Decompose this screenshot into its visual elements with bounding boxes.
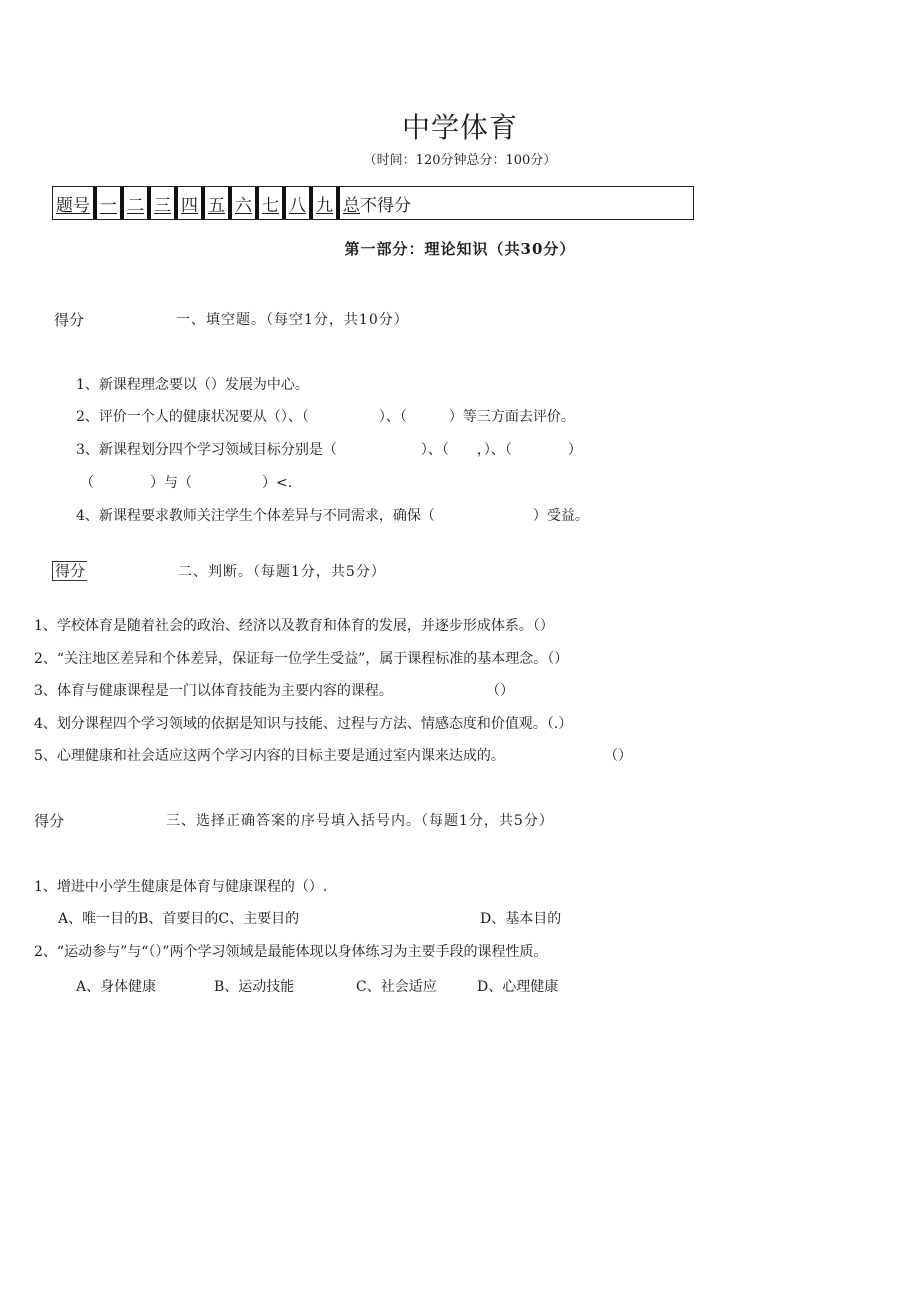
choice-option: B、运动技能 [214, 979, 295, 995]
section2-question: 3、体育与健康课程是一门以体育技能为主要内容的课程。 [34, 683, 393, 699]
choice-option: C、社会适应 [356, 979, 437, 995]
section1-question: 1、新课程理念要以（）发展为中心。 [76, 377, 309, 393]
page-title: 中学体育 [401, 111, 518, 144]
choice-option: D、心理健康 [477, 979, 559, 995]
score-table-col: 六 [228, 187, 255, 219]
section3-question: 1、增进中小学生健康是体育与健康课程的（）. [34, 879, 328, 895]
answer-blank: （） [604, 748, 632, 764]
section2-score-label: 得分 [52, 560, 87, 581]
choice-option: D、基本目的 [480, 911, 562, 927]
section1-question: （ ）与（ ）<. [80, 475, 293, 491]
score-table-total: 总 不得分 [336, 187, 414, 219]
exam-info: （时间：120分钟总分：100分） [363, 153, 557, 168]
section1-question: 4、新课程要求教师关注学生个体差异与不同需求，确保（ ）受益。 [76, 508, 589, 524]
section2-question: 1、学校体育是随着社会的政治、经济以及教育和体育的发展，并逐步形成体系。（） [34, 618, 554, 634]
score-table-extra: 不得分 [360, 196, 411, 216]
section3-question: 2、“运动参与”与“（）”两个学习领域是最能体现以身体练习为主要手段的课程性质。 [34, 944, 548, 960]
section3-heading: 三、选择正确答案的序号填入括号内。（每题1分，共5分） [166, 813, 554, 829]
score-table-col: 二 [120, 187, 147, 219]
section2-question: 2、“关注地区差异和个体差异，保证每一位学生受益”，属于课程标准的基本理念。（） [34, 651, 569, 667]
section2-question: 5、心理健康和社会适应这两个学习内容的目标主要是通过室内课来达成的。 [34, 748, 505, 764]
section1-question: 2、评价一个人的健康状况要从（）、（ ）、（ ）等三方面去评价。 [76, 409, 575, 425]
answer-blank: （） [486, 683, 514, 699]
score-table-col: 四 [174, 187, 201, 219]
score-table-col: 五 [201, 187, 228, 219]
section1-heading: 一、填空题。（每空1分，共10分） [176, 312, 409, 328]
score-table-col: 一 [93, 187, 120, 219]
score-table-col: 九 [309, 187, 336, 219]
score-table [52, 186, 694, 220]
section2-heading: 二、判断。（每题1分，共5分） [178, 564, 386, 580]
score-table-col: 三 [147, 187, 174, 219]
score-table-label: 题号 [56, 196, 90, 216]
section2-question: 4、划分课程四个学习领域的依据是知识与技能、过程与方法、情感态度和价值观。（.） [34, 716, 573, 732]
section3-score-label: 得分 [34, 812, 65, 830]
part-one-title: 第一部分：理论知识（共30分） [344, 240, 576, 258]
choice-options: A、唯一目的B、首要目的C、主要目的 [58, 911, 300, 927]
score-table-col: 八 [282, 187, 309, 219]
choice-option: A、身体健康 [76, 979, 157, 995]
section1-question: 3、新课程划分四个学习领域目标分别是（ ）、（ ，）、（ ） [76, 442, 582, 458]
section1-score-label: 得分 [54, 311, 85, 329]
score-table-col: 七 [255, 187, 282, 219]
